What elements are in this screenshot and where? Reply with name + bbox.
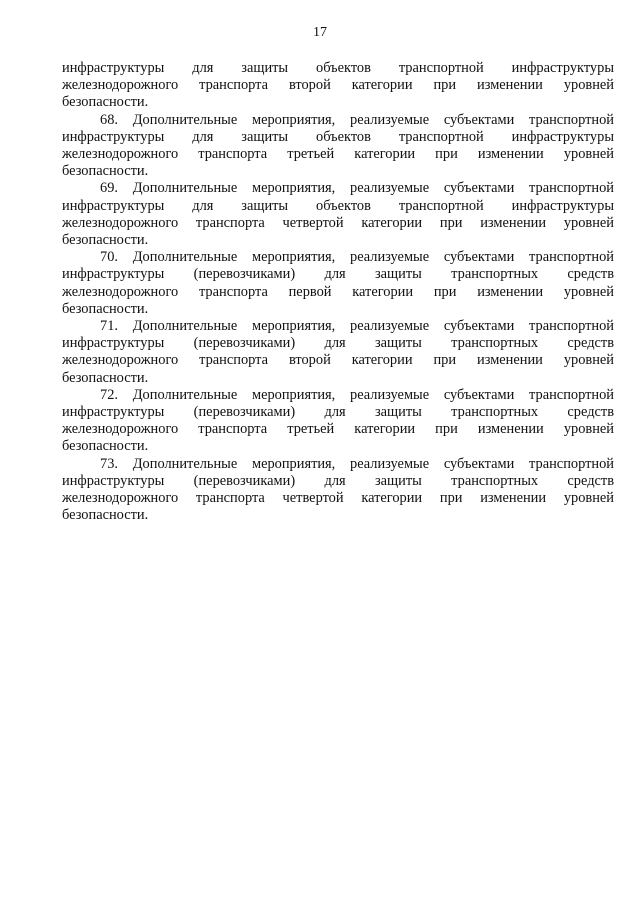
text-line: железнодорожного транспорта четвертой категории при изменении уровней (62, 214, 614, 231)
text-line: 68. Дополнительные мероприятия, реализуемые субъектами транспортной (100, 111, 614, 128)
text-line: 69. Дополнительные мероприятия, реализуемые субъектами транспортной (100, 180, 614, 197)
text-line: железнодорожного транспорта четвертой категории при изменении уровней (62, 490, 614, 507)
text-line: 73. Дополнительные мероприятия, реализуемые субъектами транспортной (100, 455, 614, 472)
text-line: безопасности. (62, 232, 149, 249)
text-line: железнодорожного транспорта второй категории при изменении уровней (62, 352, 614, 369)
paragraph-73 (62, 456, 614, 525)
text-line: безопасности. (62, 163, 149, 180)
text-line: инфраструктуры (перевозчиками) для защиты транспортных средств (62, 404, 614, 421)
paragraph-67-continuation (62, 60, 614, 112)
text-line: железнодорожного транспорта третьей категории при изменении уровней (62, 421, 614, 438)
text-line: 72. Дополнительные мероприятия, реализуемые субъектами транспортной (100, 386, 614, 403)
text-line: 70. Дополнительные мероприятия, реализуемые субъектами транспортной (100, 249, 614, 266)
paragraph-69 (62, 180, 614, 249)
text-line: 71. Дополнительные мероприятия, реализуемые субъектами транспортной (100, 318, 614, 335)
text-line: инфраструктуры для защиты объектов транспортной инфраструктуры (62, 128, 614, 145)
paragraph-71 (62, 318, 614, 387)
paragraph-72 (62, 387, 614, 456)
text-line: инфраструктуры для защиты объектов транспортной инфраструктуры (62, 60, 614, 76)
text-line: инфраструктуры (перевозчиками) для защиты транспортных средств (62, 266, 614, 283)
paragraph-68 (62, 112, 614, 181)
text-line: безопасности. (62, 300, 149, 317)
text-line: безопасности. (62, 94, 149, 111)
text-line: безопасности. (62, 507, 149, 524)
text-line: инфраструктуры (перевозчиками) для защиты транспортных средств (62, 472, 614, 489)
text-line: инфраструктуры (перевозчиками) для защиты транспортных средств (62, 335, 614, 352)
document-body (62, 60, 614, 524)
page-number: 17 (313, 25, 327, 40)
text-line: инфраструктуры для защиты объектов транспортной инфраструктуры (62, 197, 614, 214)
text-line: железнодорожного транспорта второй категории при изменении уровней (62, 77, 614, 94)
text-line: безопасности. (62, 369, 149, 386)
paragraph-70 (62, 249, 614, 318)
text-line: железнодорожного транспорта первой категории при изменении уровней (62, 283, 614, 300)
text-line: безопасности. (62, 438, 149, 455)
text-line: железнодорожного транспорта третьей категории при изменении уровней (62, 146, 614, 163)
